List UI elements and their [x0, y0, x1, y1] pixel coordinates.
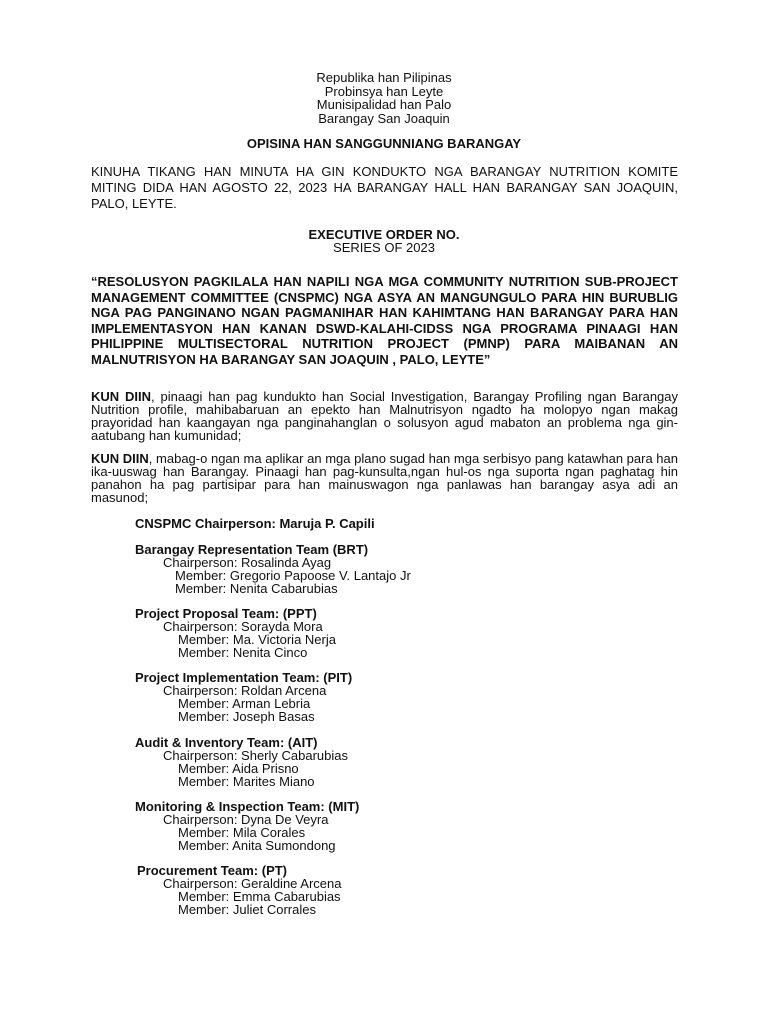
header-republic: Republika han Pilipinas: [316, 70, 452, 85]
team-member: Member: Gregorio Papoose V. Lantajo Jr: [175, 568, 411, 583]
team-mit: [135, 800, 535, 852]
resolution-title: “RESOLUSYON PAGKILALA HAN NAPILI NGA MGA COMMUNITY NUTRITION SUB-PROJECT MANAGEMENT COMMITTEE (CNSPMC) NGA ASYA AN MANGUNGULO PARA HIN BURUBLIG NGA PAG PANGINANO NGAN PAGMANIHAR HAN KAHIMTANG HAN BARANGAY PARA HAN IMPLEMENTASYON HAN KANAN DSWD-KALAHI-CIDSS NGA PROGRAMA PINAAGI HAN PHILIPPINE MULTISECTORAL NUTRITION PROJECT (PMNP) PARA MAIBANAN AN MALNUTRISYON HA BARANGAY SAN JOAQUIN , PALO, LEYTE”: [91, 274, 678, 367]
cnspmc-chairperson: CNSPMC Chairperson: Maruja P. Capili: [135, 516, 375, 531]
team-name: Procurement Team: (PT): [137, 863, 288, 878]
header-barangay: Barangay San Joaquin: [318, 110, 450, 126]
executive-order-series: SERIES OF 2023: [333, 240, 435, 255]
team-chairperson: Chairperson: Sorayda Mora: [163, 619, 323, 634]
team-member: Member: Mila Corales: [178, 825, 306, 840]
document-header: [0, 71, 768, 125]
team-name: Project Proposal Team: (PPT): [135, 606, 317, 621]
header-municipality: Munisipalidad han Palo: [316, 97, 452, 112]
whereas-lead: KUN DIIN: [91, 451, 149, 466]
team-member: Member: Nenita Cinco: [178, 645, 308, 660]
whereas-paragraph-1: [91, 390, 678, 442]
office-title: OPISINA HAN SANGGUNNIANG BARANGAY: [246, 136, 522, 151]
team-chairperson: Chairperson: Geraldine Arcena: [163, 876, 342, 891]
team-name: Project Implementation Team: (PIT): [135, 670, 353, 685]
team-ait: [135, 736, 535, 788]
team-chairperson: Chairperson: Roldan Arcena: [163, 683, 327, 698]
executive-order-title: EXECUTIVE ORDER NO.: [308, 227, 460, 242]
executive-order-heading: [0, 228, 768, 254]
header-province: Probinsya han Leyte: [324, 83, 444, 99]
team-member: Member: Marites Miano: [178, 774, 315, 789]
team-member: Member: Nenita Cabarubias: [175, 581, 338, 596]
whereas-paragraph-2: [91, 452, 678, 504]
whereas-text: , pinaagi han pag kundukto han Social Investigation, Barangay Profiling ngan Barangay Nutrition profile, mahibabaruan an epekto han Malnutrisyon ngadto ha molopyo ngan makag prayoridad han kaangayan nga panginahanglan o solusyon agud mabaton an problema nga gin-aatubang han kumunidad;: [91, 389, 679, 443]
team-chairperson: Chairperson: Sherly Cabarubias: [163, 748, 348, 763]
team-name: Monitoring & Inspection Team: (MIT): [135, 799, 360, 814]
intro-paragraph: KINUHA TIKANG HAN MINUTA HA GIN KONDUKTO NGA BARANGAY NUTRITION KOMITE MITING DIDA HAN AGOSTO 22, 2023 HA BARANGAY HALL HAN BARANGAY SAN JOAQUIN, PALO, LEYTE.: [91, 164, 678, 211]
team-member: Member: Juliet Corrales: [178, 902, 316, 917]
whereas-text: , mabag-o ngan ma aplikar an mga plano sugad han mga serbisyo pang katawhan para han ika-uuswag han Barangay. Pinaagi han pag-kunsulta,ngan hul-os nga suporta ngan paghatag hin panahon ha pag partisipar para han mainuswagon nga panlawas han barangay asya adi an masunod;: [91, 451, 679, 505]
team-name: Audit & Inventory Team: (AIT): [135, 735, 318, 750]
team-member: Member: Joseph Basas: [178, 709, 315, 724]
team-member: Member: Arman Lebria: [178, 696, 311, 711]
team-member: Member: Emma Cabarubias: [178, 889, 341, 904]
team-member: Member: Anita Sumondong: [178, 838, 336, 853]
team-pt: [137, 864, 537, 916]
team-chairperson: Chairperson: Dyna De Veyra: [163, 812, 329, 827]
team-brt: [135, 543, 535, 595]
team-pit: [135, 671, 535, 723]
team-member: Member: Aida Prisno: [178, 761, 299, 776]
team-chairperson: Chairperson: Rosalinda Ayag: [163, 555, 332, 570]
whereas-lead: KUN DIIN: [91, 389, 152, 404]
team-name: Barangay Representation Team (BRT): [135, 542, 369, 557]
team-ppt: [135, 607, 535, 659]
team-member: Member: Ma. Victoria Nerja: [178, 632, 336, 647]
